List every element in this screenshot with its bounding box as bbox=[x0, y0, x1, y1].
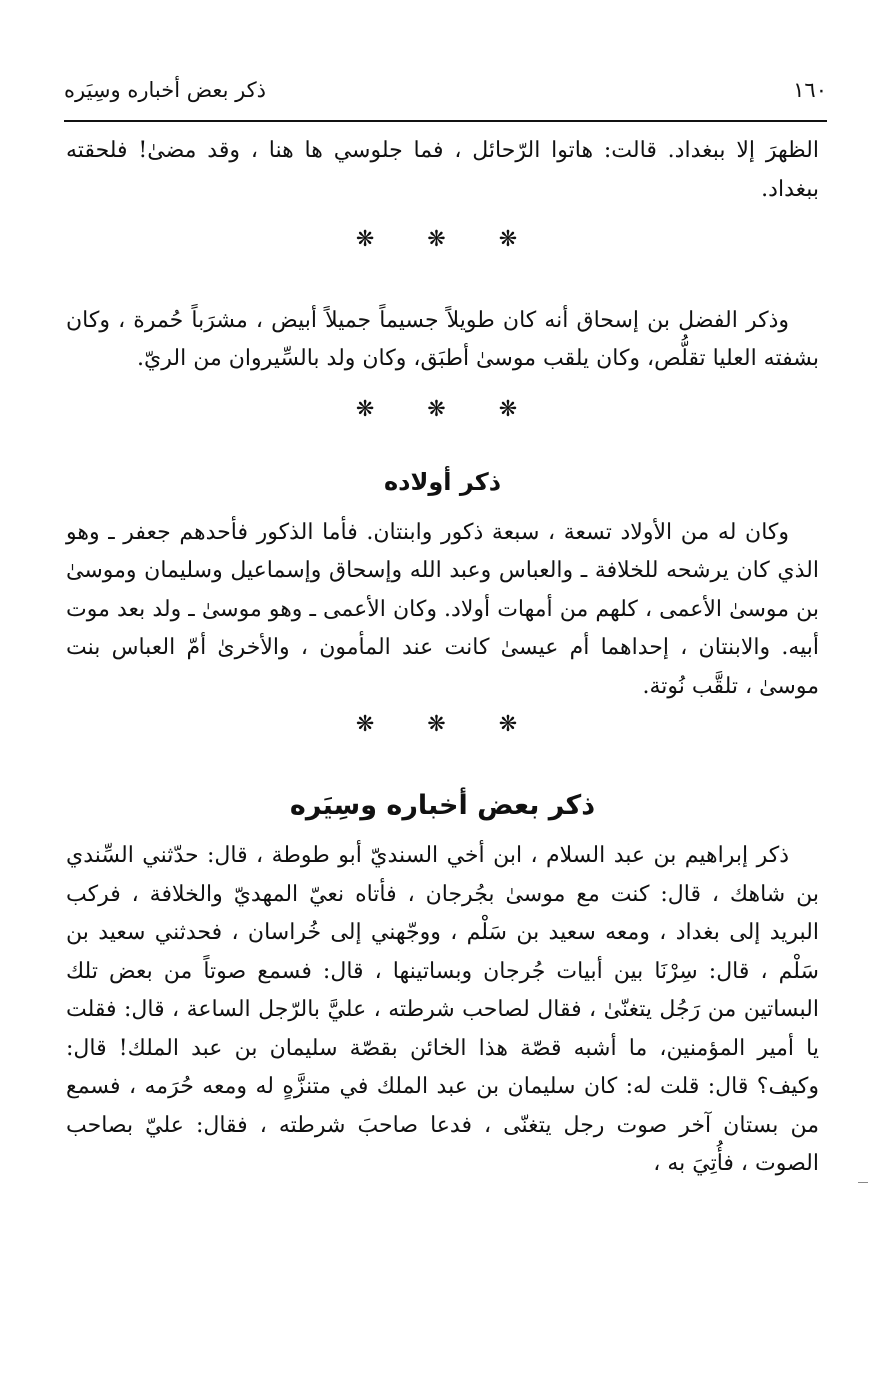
page-number: ١٦٠ bbox=[793, 78, 827, 102]
section-heading-children: ذكر أولاده bbox=[383, 468, 502, 496]
paragraph-children: وكان له من الأولاد تسعة ، سبعة ذكور وابنتان. فأما الذكور فأحدهم جعفر ـ وهو الذي كان يرشحه للخلافة ـ والعباس وعبد الله وإسحاق وإسماعيل وسليمان وموسىٰ بن موسىٰ الأعمى ، كلهم من أمهات أولاد. وكان الأعمى ـ وهو موسىٰ ـ ولد بعد موت أبيه. والابنتان ، إحداهما أم عيسىٰ كانت عند المأمون ، والأخرىٰ أمّ العباس بنت موسىٰ ، تلقَّب نُوتة. bbox=[66, 519, 819, 699]
paragraph-description: وذكر الفضل بن إسحاق أنه كان طويلاً جسيماً جميلاً أبيض ، مشرَباً حُمرة ، وكان بشفته العليا تقلُّص، وكان يلقب موسىٰ أطبَق، وكان ولد بالسِّيروان من الريّ. bbox=[66, 307, 819, 371]
section-separator-stars: ❋ ❋ ❋ bbox=[355, 712, 530, 737]
section-heading-news: ذكر بعض أخباره وسِيَره bbox=[289, 789, 596, 821]
paragraph-continuation: الظهرَ إلا ببغداد. قالت: هاتوا الرّحائل ، فما جلوسي ها هنا ، وقد مضىٰ! فلحقته ببغداد. bbox=[66, 138, 819, 202]
header-rule bbox=[64, 120, 827, 122]
paragraph-news: ذكر إبراهيم بن عبد السلام ، ابن أخي السنديّ أبو طوطة ، قال: حدّثني السِّندي بن شاهك ، قال: كنت مع موسىٰ بجُرجان ، فأتاه نعيّ المهديّ والخلافة ، فركب البريد إلى بغداد ، ومعه سعيد بن سَلْم ، ووجّهني إلى خُراسان ، فحدثني سعيد بن سَلْم ، قال: سِرْنَا بين أبيات جُرجان وبساتينها ، قال: فسمع صوتاً من بعض تلك البساتين من رَجُل يتغنّىٰ ، فقال لصاحب شرطته ، عليَّ بالرّجل الساعة ، قال: فقلت يا أمير المؤمنين، ما أشبه قصّة هذا الخائن بقصّة سليمان بن عبد الملك! قال: وكيف؟ قال: قلت له: كان سليمان بن عبد الملك في متنزَّهٍ له ومعه حُرَمه ، فسمع من بستان آخر صوت رجل يتغنّى ، فدعا صاحبَ شرطته ، فقال: عليّ بصاحب الصوت ، فأُتِيَ به ، bbox=[66, 843, 820, 1176]
page-body bbox=[66, 132, 819, 1184]
section-separator-stars: ❋ ❋ ❋ bbox=[355, 396, 530, 422]
section-separator-stars: ❋ ❋ ❋ bbox=[355, 227, 530, 252]
page-header bbox=[64, 68, 827, 112]
margin-mark bbox=[858, 1182, 868, 1183]
running-title: ذكر بعض أخباره وسِيَره bbox=[64, 78, 267, 102]
